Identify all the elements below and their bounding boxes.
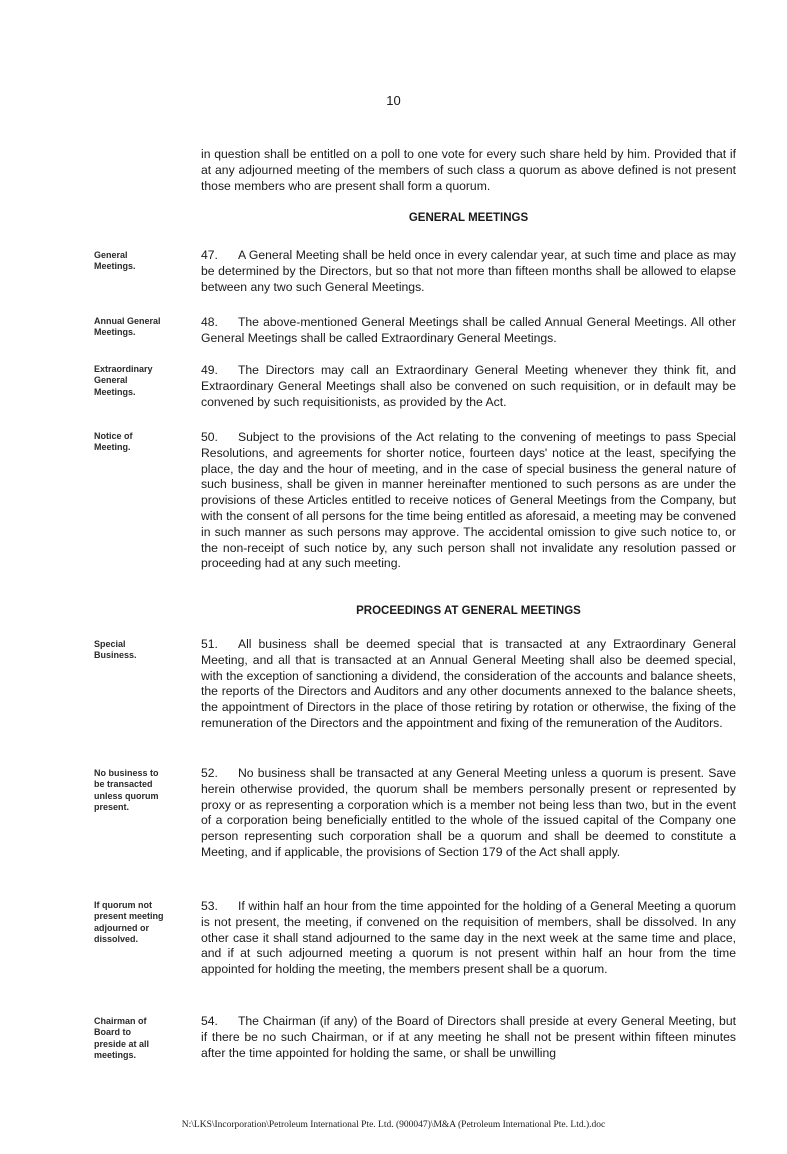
margin-note-50: Notice of Meeting.	[94, 431, 133, 453]
heading-proceedings: PROCEEDINGS AT GENERAL MEETINGS	[356, 605, 581, 617]
article-number: 50.	[201, 430, 218, 444]
margin-note-51: Special Business.	[94, 639, 137, 661]
article-53	[201, 899, 736, 978]
page-number: 10	[386, 93, 401, 108]
article-text: Subject to the provisions of the Act relating to the convening of meetings to pass Special Resolutions, and agreements for shorter notice, fourteen days' notice at the least, specifying the place, the day and the hour of meeting, and in the case of special business the general nature of such business, shall be given in manner hereinafter mentioned to such persons as are under the provisions of these Articles entitled to receive notices of General Meetings from the Company, but with the consent of all persons for the time being entitled as aforesaid, a meeting may be convened in such manner as such persons may approve. The accidental omission to give such notice to, or the non-receipt of such notice by, any such person shall not invalidate any resolution passed or proceeding had at any such meeting.	[201, 430, 736, 571]
article-text: If within half an hour from the time appointed for the holding of a General Meeting a quorum is not present, the meeting, if convened on the requisition of members, shall be dissolved. In any other case it shall stand adjourned to the same day in the next week at the same time and place, and if at such adjourned meeting a quorum is not present within half an hour from the time appointed for holding the meeting, the members present shall be a quorum.	[201, 899, 736, 977]
article-54	[201, 1014, 736, 1061]
article-text: The above-mentioned General Meetings shall be called Annual General Meetings. All other General Meetings shall be called Extraordinary General Meetings.	[201, 315, 736, 345]
article-51	[201, 637, 736, 732]
article-50	[201, 430, 736, 572]
article-text: All business shall be deemed special that is transacted at any Extraordinary General Meeting, and all that is transacted at an Annual General Meeting shall also be deemed special, with the exception of sanctioning a dividend, the consideration of the accounts and balance sheets, the reports of the Directors and Auditors and any other documents annexed to the balance sheets, the appointment of Directors in the place of those retiring by rotation or otherwise, the fixing of the remuneration of the Directors and the appointment and fixing of the remuneration of the Auditors.	[201, 637, 736, 730]
article-49	[201, 363, 736, 410]
article-text: The Directors may call an Extraordinary General Meeting whenever they think fit, and Extraordinary General Meetings shall also be convened on such requisition, or in default may be convened by such requisitionists, as provided by the Act.	[201, 363, 736, 409]
footer-file-path: N:\LKS\Incorporation\Petroleum International Pte. Ltd. (900047)\M&A (Petroleum International Pte. Ltd.).doc	[181, 1120, 606, 1130]
article-text: No business shall be transacted at any General Meeting unless a quorum is present. Save herein otherwise provided, the quorum shall be members personally present or represented by proxy or as representing a corporation which is a member not being less than two, but in the event of a corporation being beneficially entitled to the whole of the issued capital of the Company one person representing such corporation shall be a quorum and shall be deemed to constitute a Meeting, and if applicable, the provisions of Section 179 of the Act shall apply.	[201, 766, 736, 859]
margin-note-54: Chairman of Board to preside at all meetings.	[94, 1016, 150, 1060]
article-number: 52.	[201, 766, 218, 780]
article-number: 47.	[201, 248, 218, 262]
margin-note-52: No business to be transacted unless quorum present.	[94, 768, 159, 812]
article-number: 53.	[201, 899, 218, 913]
article-number: 49.	[201, 363, 218, 377]
margin-note-49: Extraordinary General Meetings.	[94, 364, 153, 397]
article-number: 48.	[201, 315, 218, 329]
margin-note-48: Annual General Meetings.	[94, 316, 161, 338]
intro-paragraph: in question shall be entitled on a poll to one vote for every such share held by him. Provided that if at any adjourned meeting of the members of such class a quorum as above defined is not present those members who are present shall form a quorum.	[201, 147, 736, 193]
article-text: The Chairman (if any) of the Board of Directors shall preside at every General Meeting, but if there be no such Chairman, or if at any meeting he shall not be present within fifteen minutes after the time appointed for holding the same, or shall be unwilling	[201, 1014, 736, 1060]
article-47	[201, 248, 736, 295]
article-48	[201, 315, 736, 347]
margin-note-53: If quorum not present meeting adjourned or dissolved.	[94, 900, 164, 944]
heading-general-meetings: GENERAL MEETINGS	[408, 212, 529, 224]
article-text: A General Meeting shall be held once in every calendar year, at such time and place as may be determined by the Directors, but so that not more than fifteen months shall be allowed to elapse between any two such General Meetings.	[201, 248, 736, 294]
margin-note-47: General Meetings.	[94, 250, 136, 272]
article-number: 51.	[201, 637, 218, 651]
article-number: 54.	[201, 1014, 218, 1028]
article-52	[201, 766, 736, 861]
